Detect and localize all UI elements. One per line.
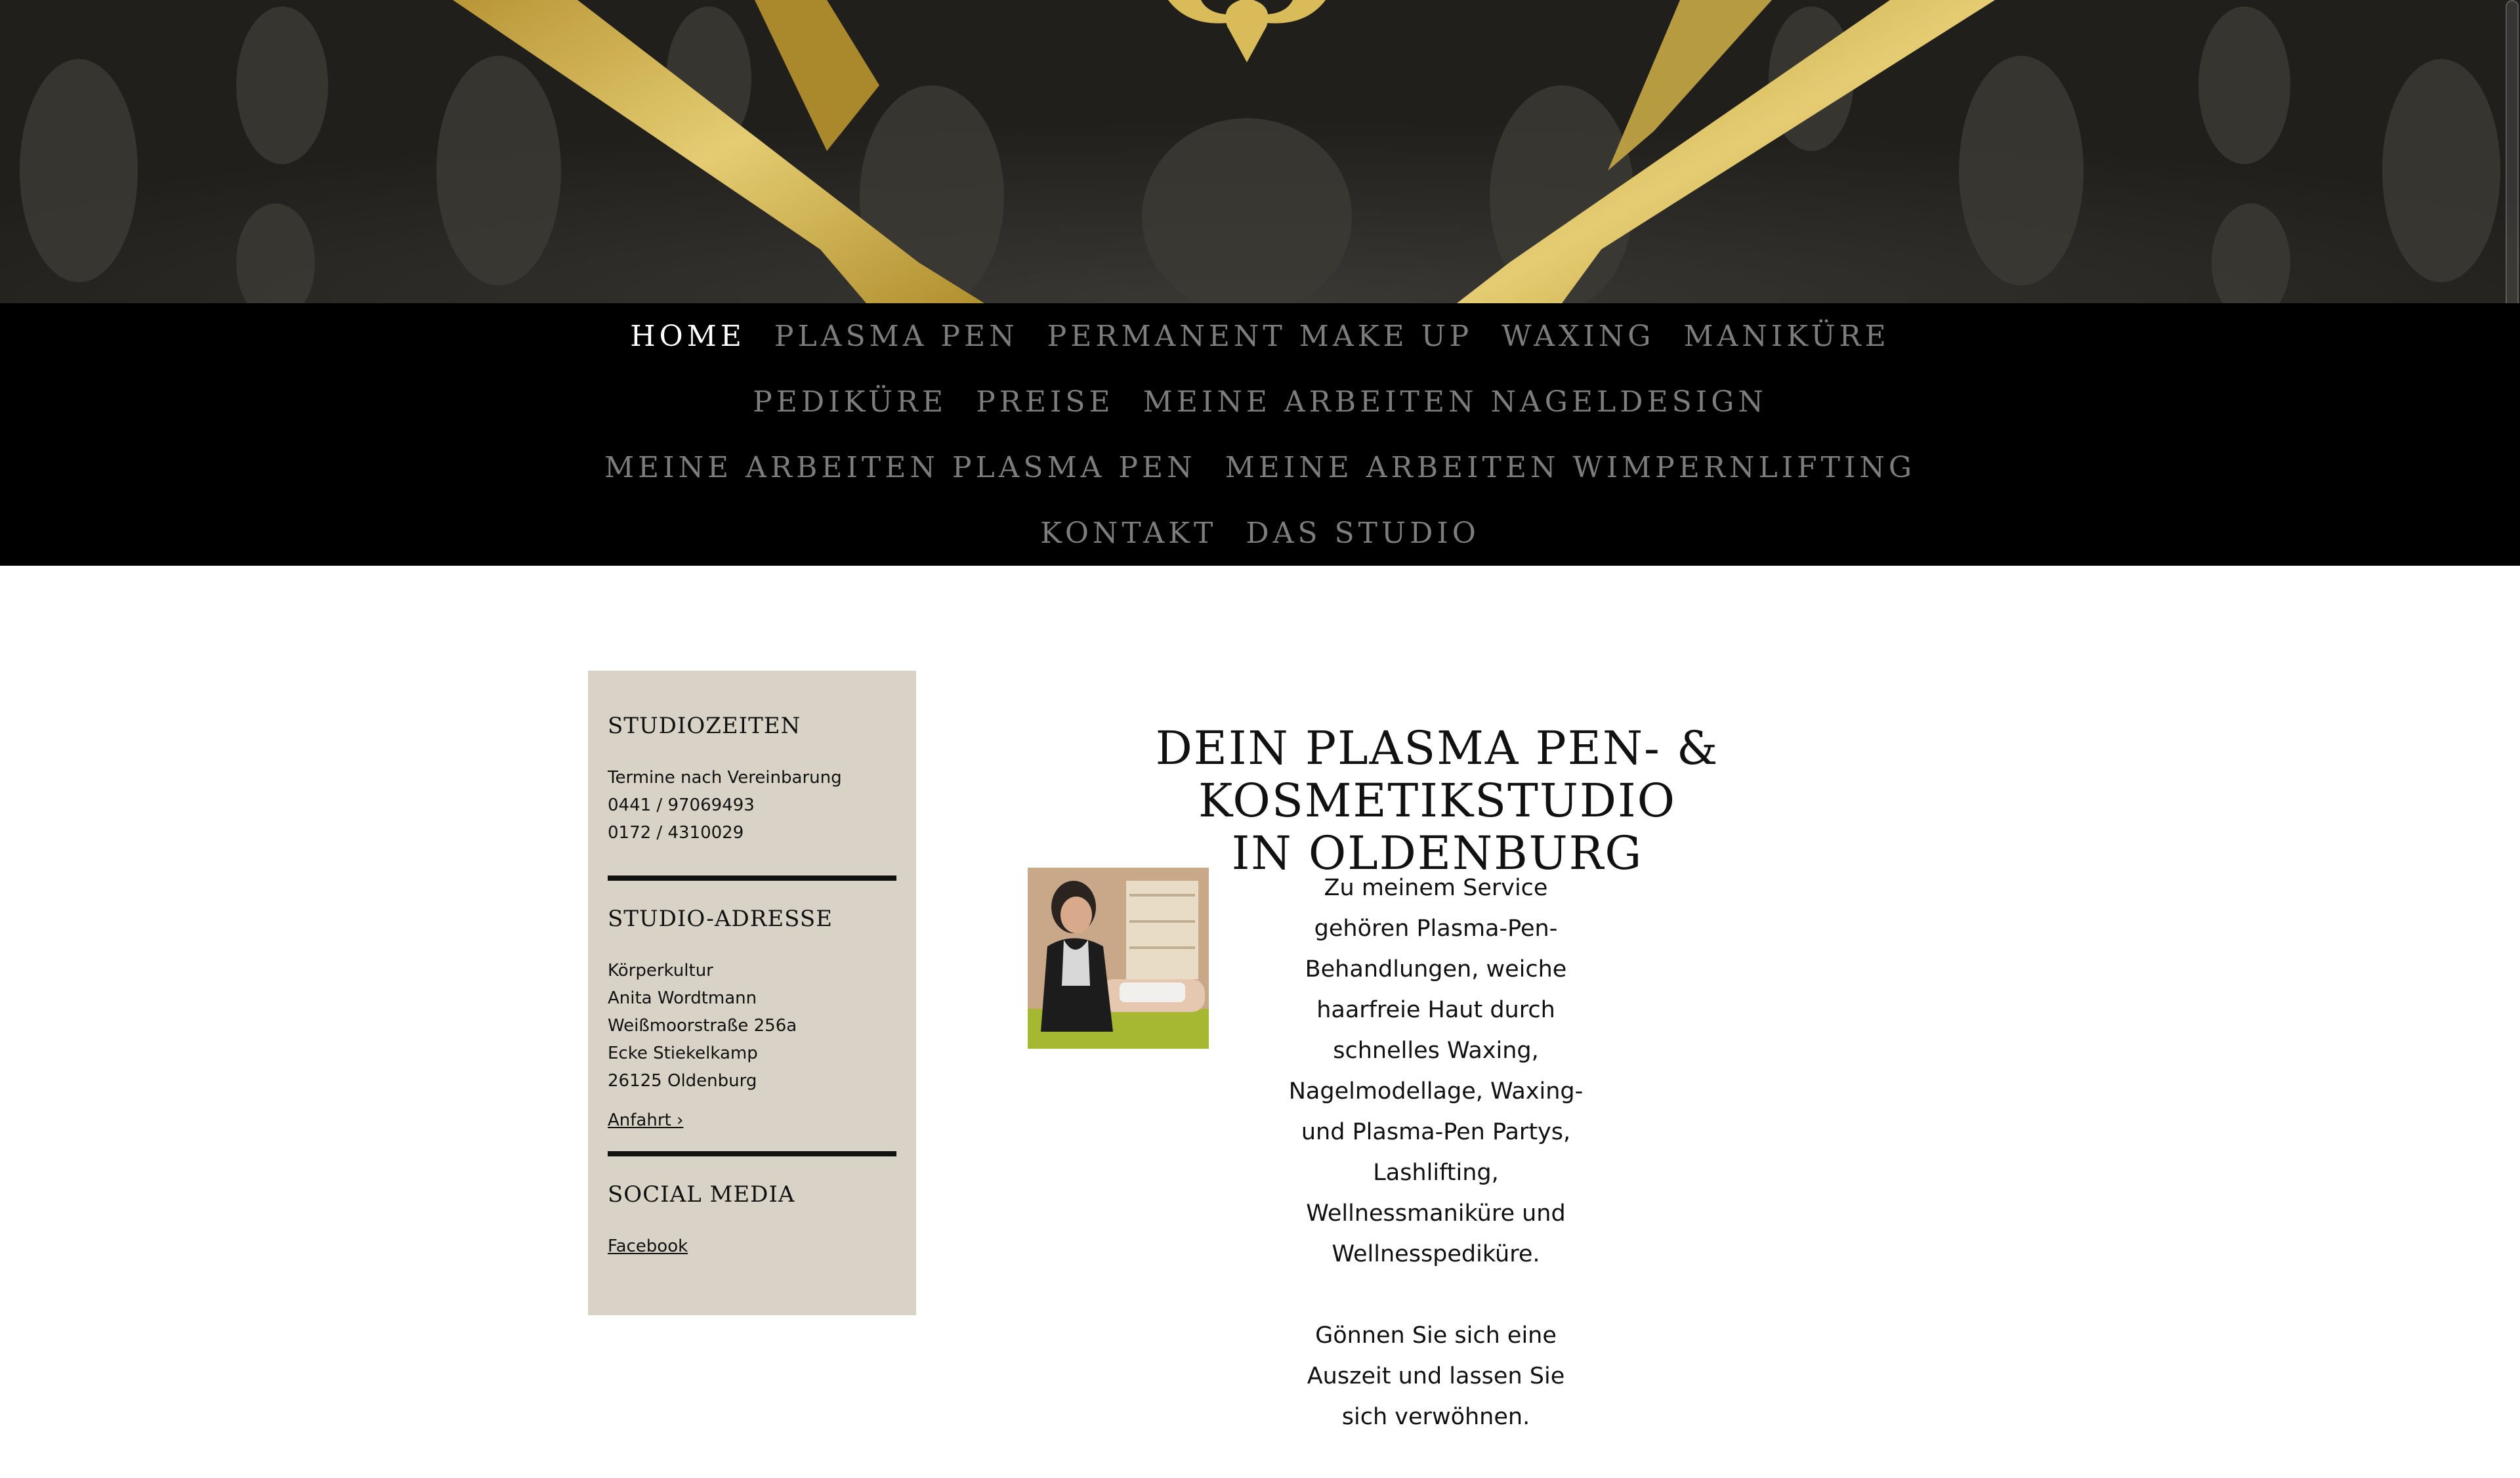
- phone-mobile: 0172 / 4310029: [608, 823, 744, 843]
- studio-adresse-title: STUDIO-ADRESSE: [608, 906, 833, 932]
- nav-item-pedikuere[interactable]: PEDIKÜRE: [753, 385, 948, 419]
- nav-row-1: [0, 303, 2520, 369]
- page-title: [965, 722, 1910, 879]
- page-title-line-1: DEIN PLASMA PEN- & KOSMETIKSTUDIO: [1155, 721, 1719, 828]
- phone-landline: 0441 / 97069493: [608, 795, 755, 815]
- address-line: 26125 Oldenburg: [608, 1071, 757, 1091]
- text-line: und Plasma-Pen Partys,: [1301, 1119, 1571, 1145]
- text-line: gehören Plasma-Pen-: [1314, 916, 1558, 942]
- intro-text: [1286, 868, 1586, 1478]
- nav-item-meine-arbeiten-plasma-pen[interactable]: MEINE ARBEITEN PLASMA PEN: [604, 450, 1196, 484]
- sidebar: [588, 671, 916, 1315]
- nav-row-3: [0, 434, 2520, 500]
- nav-item-kontakt[interactable]: KONTAKT: [1040, 516, 1217, 550]
- facebook-link[interactable]: Facebook: [608, 1236, 688, 1256]
- text-line: Gönnen Sie sich eine: [1315, 1322, 1557, 1349]
- header-banner: [0, 0, 2520, 303]
- text-line: Auszeit und lassen Sie: [1307, 1363, 1565, 1389]
- nav-item-waxing[interactable]: WAXING: [1502, 319, 1655, 353]
- nav-row-2: [0, 369, 2520, 434]
- scrollbar[interactable]: [2506, 0, 2519, 303]
- studio-owner-photo: [1028, 868, 1209, 1049]
- nav-item-meine-arbeiten-wimpernlifting[interactable]: MEINE ARBEITEN WIMPERNLIFTING: [1225, 450, 1916, 484]
- page-title-line-2: IN OLDENBURG: [1231, 826, 1643, 880]
- text-line: Zu meinem Service: [1324, 875, 1548, 901]
- text-line: Wellnessmaniküre und: [1306, 1200, 1566, 1227]
- invitation-paragraph: [1286, 1315, 1586, 1437]
- address-line: Anita Wordtmann: [608, 988, 757, 1008]
- address-line: Weißmoorstraße 256a: [608, 1016, 797, 1036]
- studiozeiten-title: STUDIOZEITEN: [608, 713, 801, 739]
- nav-item-manikuere[interactable]: MANIKÜRE: [1683, 319, 1890, 353]
- nav-item-plasma-pen[interactable]: PLASMA PEN: [774, 319, 1018, 353]
- text-line: schnelles Waxing,: [1333, 1038, 1539, 1064]
- intro-paragraph: [1286, 868, 1586, 1275]
- anfahrt-link[interactable]: Anfahrt ›: [608, 1110, 684, 1130]
- address-line: Ecke Stiekelkamp: [608, 1044, 758, 1063]
- studiozeiten-line: Termine nach Vereinbarung: [608, 768, 842, 788]
- nav-item-das-studio[interactable]: DAS STUDIO: [1246, 516, 1480, 550]
- text-line: haarfreie Haut durch: [1316, 997, 1555, 1023]
- social-media-title: SOCIAL MEDIA: [608, 1181, 795, 1208]
- nav-item-home[interactable]: HOME: [630, 319, 746, 353]
- nav-item-preise[interactable]: PREISE: [976, 385, 1114, 419]
- main-navigation: [0, 303, 2520, 566]
- text-line: Nagelmodellage, Waxing-: [1288, 1078, 1584, 1105]
- address-line: Körperkultur: [608, 961, 713, 981]
- nav-item-meine-arbeiten-nageldesign[interactable]: MEINE ARBEITEN NAGELDESIGN: [1143, 385, 1767, 419]
- text-line: Lashlifting,: [1373, 1160, 1499, 1186]
- text-line: sich verwöhnen.: [1341, 1404, 1530, 1430]
- sidebar-divider: [608, 876, 896, 881]
- text-line: Behandlungen, weiche: [1305, 956, 1567, 982]
- text-line: Wellnesspediküre.: [1332, 1241, 1540, 1267]
- sidebar-divider: [608, 1151, 896, 1156]
- damask-logo-artwork: [0, 0, 2520, 303]
- nav-row-4: [0, 500, 2520, 566]
- nav-item-permanent-make-up[interactable]: PERMANENT MAKE UP: [1047, 319, 1473, 353]
